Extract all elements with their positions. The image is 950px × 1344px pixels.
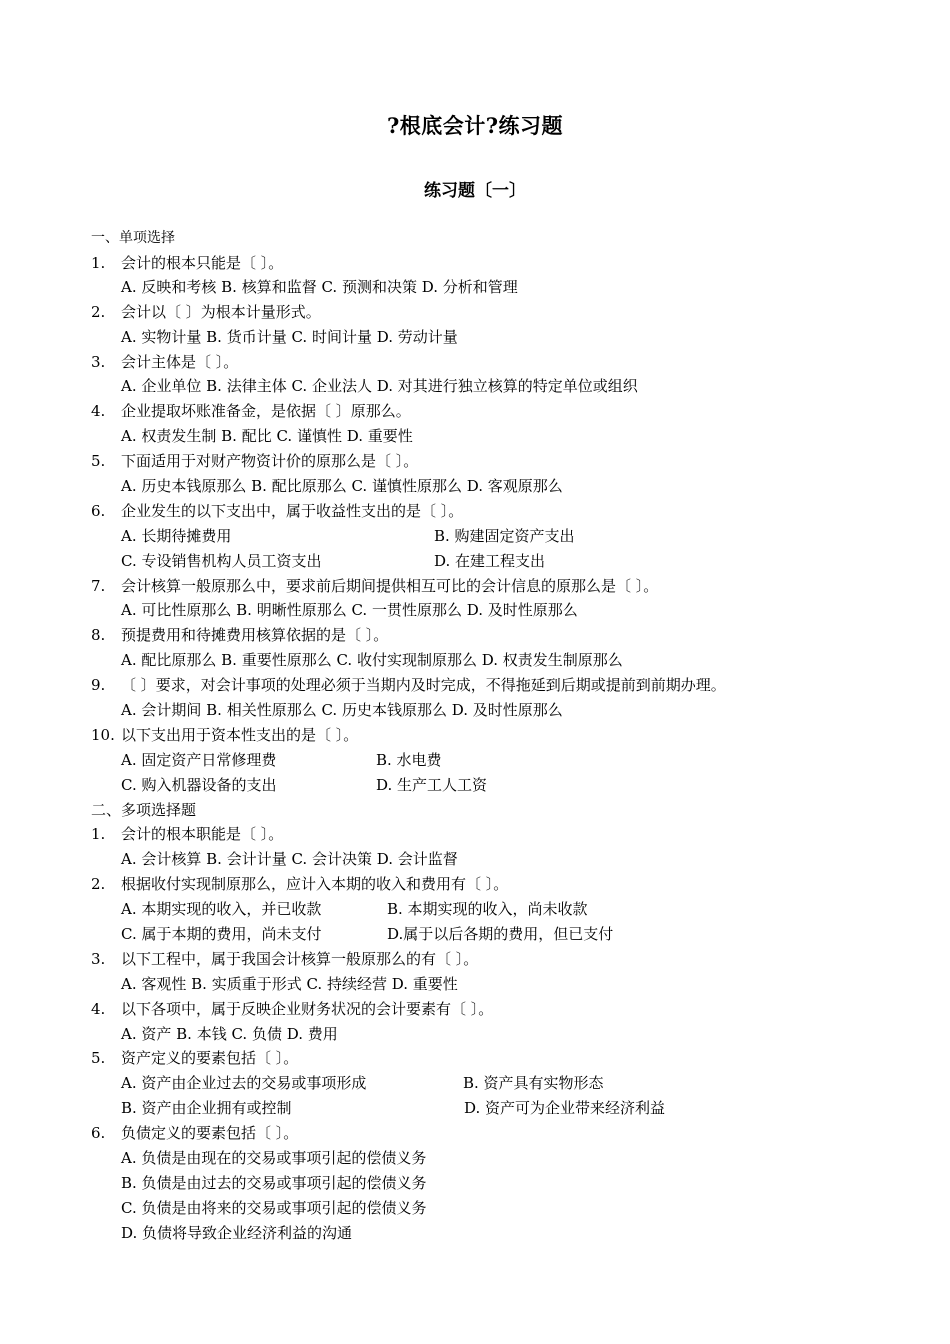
option-b: B. 本期实现的收入，尚未收款 (387, 900, 588, 918)
question-number: 10. (91, 726, 115, 744)
document-title: ?根底会计?练习题 (386, 113, 564, 138)
options-text: A. 资产 B. 本钱 C. 负债 D. 费用 (121, 1025, 338, 1043)
option-a: A. 负债是由现在的交易或事项引起的偿债义务 (121, 1149, 427, 1167)
option-d: D. 资产可为企业带来经济利益 (464, 1099, 666, 1117)
options-text: A. 配比原那么 B. 重要性原那么 C. 收付实现制原那么 D. 权责发生制原那么 (121, 651, 623, 669)
option-a: A. 本期实现的收入，并已收款 (121, 900, 322, 918)
question-text: 会计的根本职能是〔 〕。 (121, 825, 284, 843)
option-d: D. 在建工程支出 (434, 552, 546, 570)
question-text: 会计主体是〔 〕。 (121, 353, 239, 371)
question-text: 〔 〕要求，对会计事项的处理必须于当期内及时完成，不得拖延到后期或提前到前期办理。 (121, 676, 726, 694)
option-c: C. 购入机器设备的支出 (121, 776, 277, 794)
exercise-subtitle: 练习题〔一〕 (424, 181, 526, 201)
question-text: 会计的根本只能是〔 〕。 (121, 254, 284, 272)
option-c: C. 负债是由将来的交易或事项引起的偿债义务 (121, 1199, 427, 1217)
question-text: 下面适用于对财产物资计价的原那么是〔 〕。 (121, 452, 419, 470)
question-number: 1. (91, 254, 106, 272)
section-heading-multiple-choice: 二、多项选择题 (91, 801, 197, 819)
section-heading-single-choice: 一、单项选择 (91, 230, 175, 246)
option-b: B. 水电费 (376, 751, 442, 769)
options-text: A. 权责发生制 B. 配比 C. 谨慎性 D. 重要性 (121, 427, 413, 445)
question-text: 以下工程中，属于我国会计核算一般原那么的有〔 〕。 (121, 950, 479, 968)
option-a: A. 资产由企业过去的交易或事项形成 (121, 1074, 367, 1092)
question-number: 8. (91, 626, 106, 644)
question-number: 6. (91, 502, 106, 520)
option-c: B. 资产由企业拥有或控制 (121, 1099, 292, 1117)
options-text: A. 反映和考核 B. 核算和监督 C. 预测和决策 D. 分析和管理 (121, 278, 518, 296)
options-text: A. 历史本钱原那么 B. 配比原那么 C. 谨慎性原那么 D. 客观原那么 (121, 477, 563, 495)
question-text: 会计以〔 〕为根本计量形式。 (121, 303, 321, 321)
question-number: 2. (91, 303, 106, 321)
option-a: A. 长期待摊费用 (121, 527, 232, 545)
question-text: 预提费用和待摊费用核算依据的是〔 〕。 (121, 626, 389, 644)
question-text: 资产定义的要素包括〔 〕。 (121, 1049, 299, 1067)
question-number: 1. (91, 825, 106, 843)
question-number: 3. (91, 353, 106, 371)
question-number: 5. (91, 1049, 106, 1067)
question-number: 2. (91, 875, 106, 893)
option-d: D. 负债将导致企业经济利益的沟通 (121, 1224, 353, 1242)
option-d: D.属于以后各期的费用，但已支付 (387, 925, 614, 943)
option-b: B. 负债是由过去的交易或事项引起的偿债义务 (121, 1174, 427, 1192)
question-number: 4. (91, 402, 106, 420)
options-text: A. 企业单位 B. 法律主体 C. 企业法人 D. 对其进行独立核算的特定单位或组织 (121, 377, 638, 395)
options-text: A. 实物计量 B. 货币计量 C. 时间计量 D. 劳动计量 (121, 328, 458, 346)
question-text: 负债定义的要素包括〔 〕。 (121, 1124, 299, 1142)
option-a: A. 固定资产日常修理费 (121, 751, 277, 769)
question-text: 根据收付实现制原那么，应计入本期的收入和费用有〔 〕。 (121, 875, 509, 893)
option-b: B. 购建固定资产支出 (434, 527, 575, 545)
question-text: 企业提取坏账准备金，是依据〔 〕原那么。 (121, 402, 411, 420)
options-text: A. 客观性 B. 实质重于形式 C. 持续经营 D. 重要性 (121, 975, 458, 993)
option-c: C. 属于本期的费用，尚未支付 (121, 925, 322, 943)
question-text: 企业发生的以下支出中，属于收益性支出的是〔 〕。 (121, 502, 464, 520)
options-text: A. 会计核算 B. 会计计量 C. 会计决策 D. 会计监督 (121, 850, 458, 868)
question-text: 会计核算一般原那么中，要求前后期间提供相互可比的会计信息的原那么是〔 〕。 (121, 577, 659, 595)
option-c: C. 专设销售机构人员工资支出 (121, 552, 322, 570)
question-number: 5. (91, 452, 106, 470)
option-b: B. 资产具有实物形态 (463, 1074, 604, 1092)
question-number: 6. (91, 1124, 106, 1142)
question-number: 3. (91, 950, 106, 968)
question-number: 9. (91, 676, 106, 694)
options-text: A. 可比性原那么 B. 明晰性原那么 C. 一贯性原那么 D. 及时性原那么 (121, 601, 578, 619)
question-number: 4. (91, 1000, 106, 1018)
question-text: 以下支出用于资本性支出的是〔 〕。 (121, 726, 359, 744)
options-text: A. 会计期间 B. 相关性原那么 C. 历史本钱原那么 D. 及时性原那么 (121, 701, 563, 719)
question-number: 7. (91, 577, 106, 595)
option-d: D. 生产工人工资 (376, 776, 488, 794)
question-text: 以下各项中，属于反映企业财务状况的会计要素有〔 〕。 (121, 1000, 494, 1018)
